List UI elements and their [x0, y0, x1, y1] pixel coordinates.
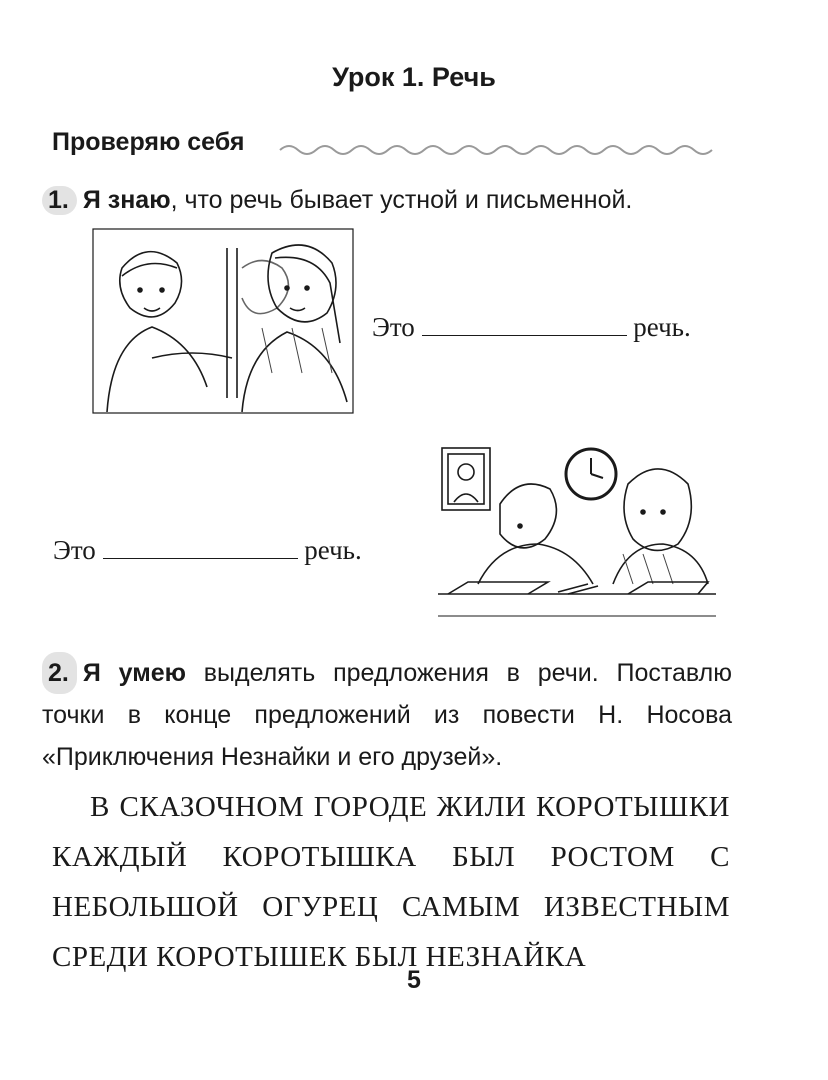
wavy-underline [280, 140, 730, 160]
task-2-text: выделять предложения в речи. Поставлю точки в конце предложений из повести Н. Носова «Приключения Незнайки и его друзей». [42, 659, 732, 771]
lesson-title: Урок 1. Речь [332, 62, 496, 92]
task-1-text: , что речь бывает устной и письменной. [170, 186, 633, 214]
task-2-lead: Я умею [82, 659, 186, 687]
story-excerpt [52, 782, 730, 982]
task-number-badge: 1. [42, 186, 77, 215]
task-number-badge: 2. [42, 652, 77, 694]
fill-in-line-written [53, 535, 362, 566]
fill-suffix: речь. [633, 312, 691, 342]
fill-prefix: Это [372, 312, 415, 342]
page-number: 5 [407, 966, 421, 994]
fill-prefix: Это [53, 535, 96, 565]
talking-children-illustration [92, 228, 354, 414]
fill-suffix: речь. [304, 535, 362, 565]
story-text[interactable]: В СКАЗОЧНОМ ГОРОДЕ ЖИЛИ КОРОТЫШКИ КАЖДЫЙ КОРОТЫШКА БЫЛ РОСТОМ С НЕБОЛЬШОЙ ОГУРЕЦ САМЫМ ИЗВЕСТНЫМ СРЕДИ КОРОТЫШЕК БЫЛ НЕЗНАЙКА [52, 791, 730, 973]
answer-blank-oral[interactable] [422, 313, 627, 336]
section-title: Проверяю себя [52, 128, 245, 156]
answer-blank-written[interactable] [103, 536, 298, 559]
task-2-paragraph [42, 652, 732, 778]
task-1-lead: Я знаю [82, 186, 171, 214]
fill-in-line-oral [372, 312, 691, 343]
task-1-heading [42, 186, 632, 215]
writing-children-illustration [438, 444, 716, 620]
